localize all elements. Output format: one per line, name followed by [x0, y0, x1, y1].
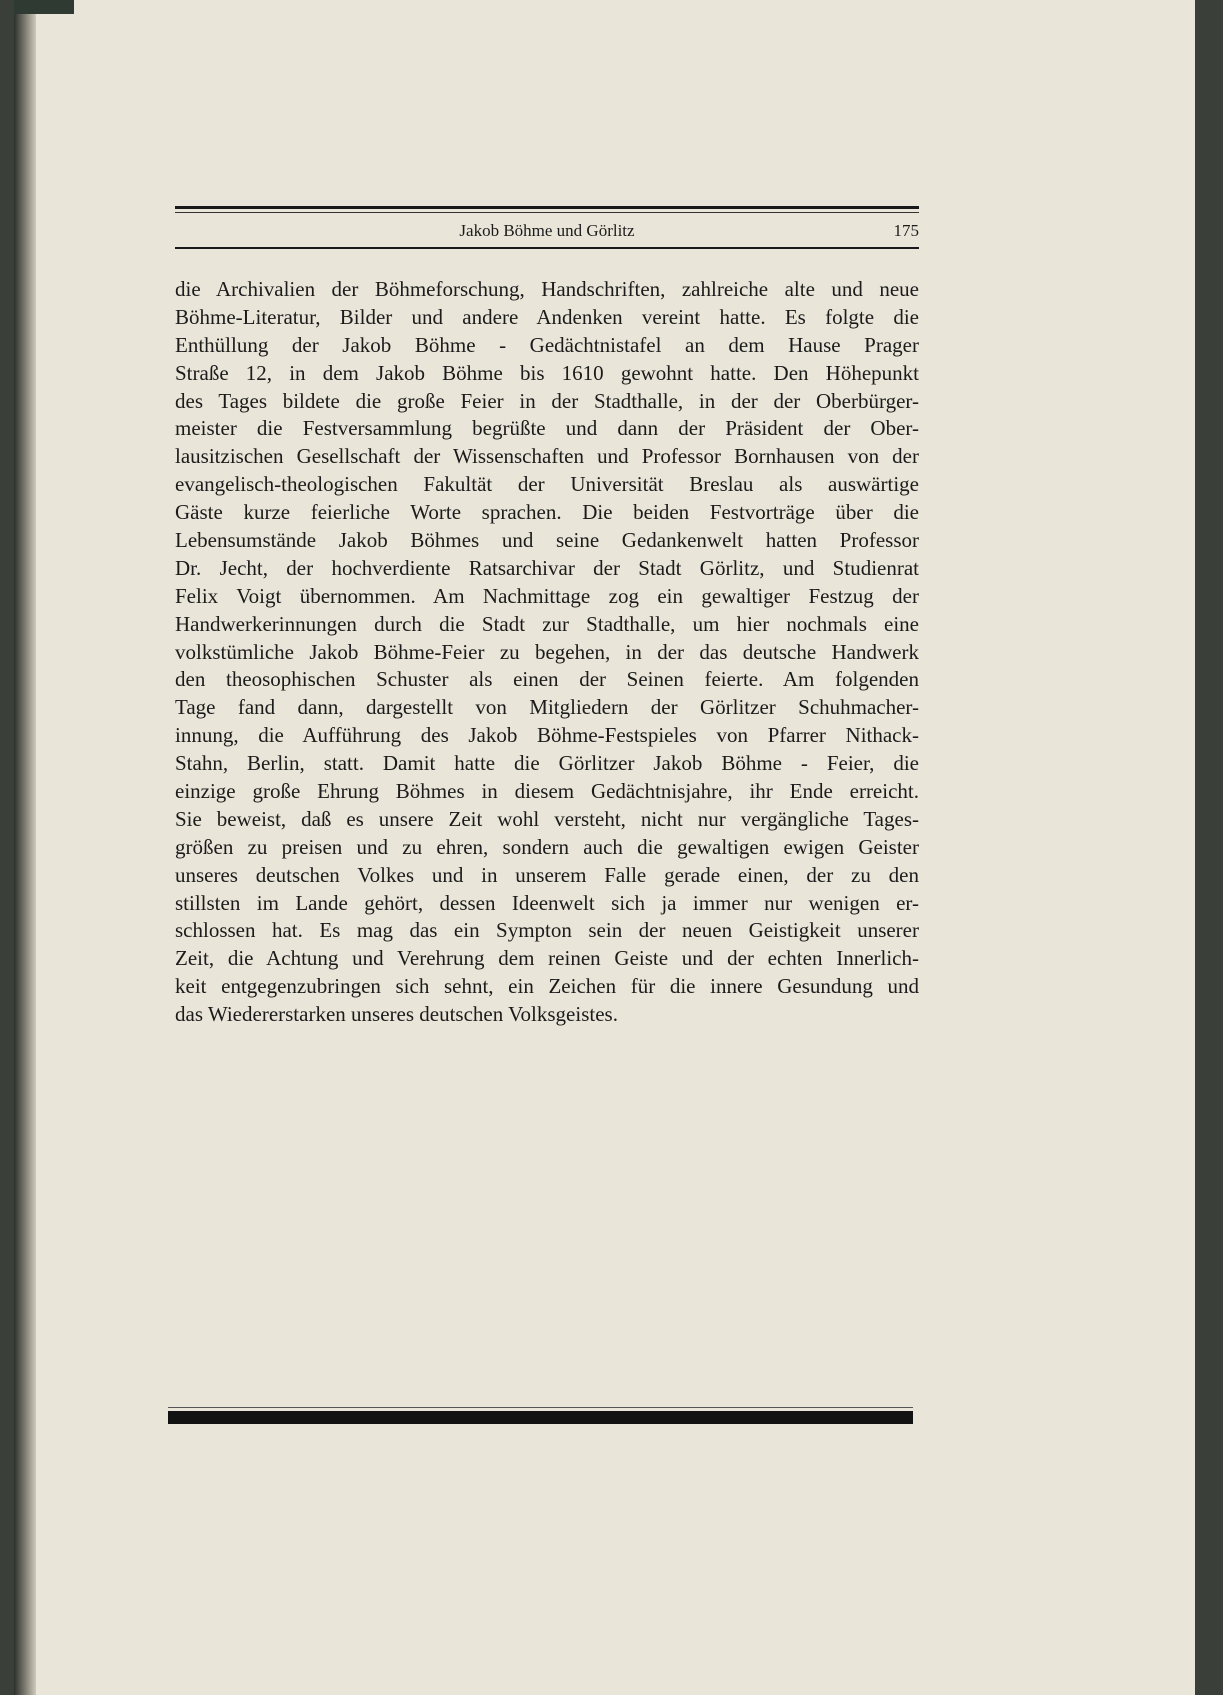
- text-line: schlossen hat. Es mag das ein Sympton sein der neuen Geistigkeit unserer: [175, 918, 919, 943]
- text-line: stillsten im Lande gehört, dessen Ideenwelt sich ja immer nur wenigen er-: [175, 890, 919, 915]
- text-line: Gäste kurze feierliche Worte sprachen. Die beiden Festvorträge über die: [175, 500, 919, 525]
- text-line: einzige große Ehrung Böhmes in diesem Gedächtnisjahre, ihr Ende erreicht.: [175, 779, 919, 804]
- text-line: Tage fand dann, dargestellt von Mitgliedern der Görlitzer Schuhmacher-: [175, 695, 919, 720]
- text-line: Lebensumstände Jakob Böhmes und seine Gedankenwelt hatten Professor: [175, 528, 919, 553]
- text-line: des Tages bildete die große Feier in der Stadthalle, in der der Oberbürger-: [175, 388, 919, 413]
- binding-top-strip: [14, 0, 74, 14]
- text-line: Enthüllung der Jakob Böhme - Gedächtnistafel an dem Hause Prager: [175, 332, 919, 357]
- text-line: volkstümliche Jakob Böhme-Feier zu begehen, in der das deutsche Handwerk: [175, 639, 919, 664]
- text-line: Felix Voigt übernommen. Am Nachmittage zog ein gewaltiger Festzug der: [175, 583, 919, 608]
- footer-rule-thin: [168, 1407, 913, 1408]
- text-line: Böhme-Literatur, Bilder und andere Andenken vereint hatte. Es folgte die: [175, 304, 919, 329]
- text-line: Dr. Jecht, der hochverdiente Ratsarchivar der Stadt Görlitz, und Studienrat: [175, 555, 919, 580]
- text-line: innung, die Aufführung des Jakob Böhme-Festspieles von Pfarrer Nithack-: [175, 723, 919, 748]
- text-line: größen zu preisen und zu ehren, sondern auch die gewaltigen ewigen Geister: [175, 834, 919, 859]
- text-line: keit entgegenzubringen sich sehnt, ein Zeichen für die innere Gesundung und: [175, 974, 919, 999]
- text-line: meister die Festversammlung begrüßte und dann der Präsident der Ober-: [175, 416, 919, 441]
- text-line: lausitzischen Gesellschaft der Wissenschaften und Professor Bornhausen von der: [175, 444, 919, 469]
- header-rule-thin: [175, 212, 919, 213]
- text-line: evangelisch-theologischen Fakultät der Universität Breslau als auswärtige: [175, 472, 919, 497]
- footer-rule-thick: [168, 1411, 913, 1424]
- text-line: unseres deutschen Volkes und in unserem Falle gerade einen, der zu den: [175, 862, 919, 887]
- text-line: Sie beweist, daß es unsere Zeit wohl versteht, nicht nur vergängliche Tages-: [175, 806, 919, 831]
- text-line: Stahn, Berlin, statt. Damit hatte die Görlitzer Jakob Böhme - Feier, die: [175, 751, 919, 776]
- text-line: den theosophischen Schuster als einen der Seinen feierte. Am folgenden: [175, 667, 919, 692]
- text-line: das Wiedererstarken unseres deutschen Volksgeistes.: [175, 1002, 618, 1027]
- body-text: [175, 276, 919, 1029]
- header-bottom-rule: [175, 247, 919, 249]
- text-line: die Archivalien der Böhmeforschung, Handschriften, zahlreiche alte und neue: [175, 277, 919, 301]
- text-line: Handwerkerinnungen durch die Stadt zur Stadthalle, um hier nochmals eine: [175, 611, 919, 636]
- text-line: Straße 12, in dem Jakob Böhme bis 1610 gewohnt hatte. Den Höhepunkt: [175, 360, 919, 385]
- book-binding-edge: [14, 0, 36, 1695]
- page-number: 175: [893, 221, 919, 240]
- running-title: Jakob Böhme und Görlitz: [459, 221, 635, 240]
- text-line: Zeit, die Achtung und Verehrung dem reinen Geiste und der echten Innerlich-: [175, 946, 919, 971]
- header-rule-thick: [175, 206, 919, 209]
- running-head: [175, 220, 919, 244]
